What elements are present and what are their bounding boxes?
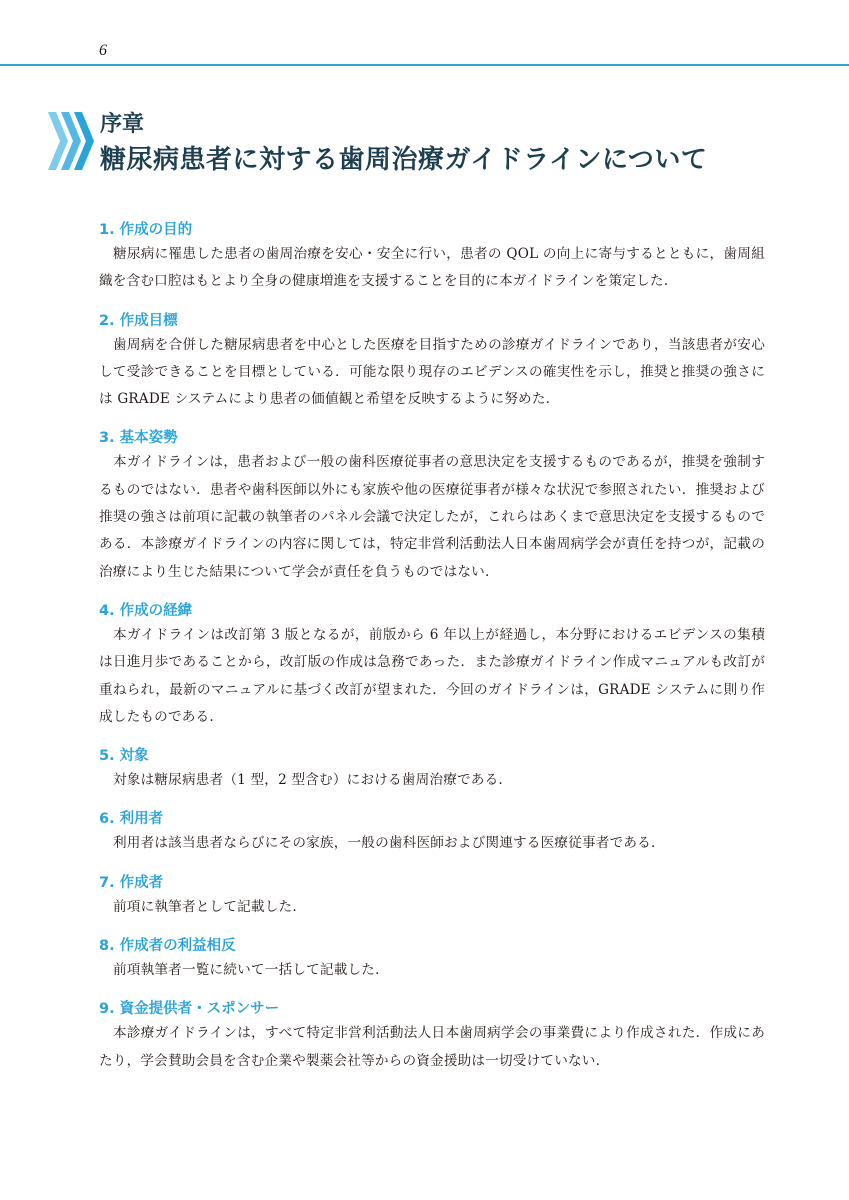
- section-body: 対象は糖尿病患者（1 型，2 型含む）における歯周治療である.: [113, 772, 503, 789]
- section-body: 糖尿病に罹患した患者の歯周治療を安心・安全に行い，患者の QOL の向上に寄与するとともに，歯周組織を含む口腔はもとより全身の健康増進を支援することを目的に本ガイドラインを策定した.: [99, 246, 765, 290]
- section-body: 前項執筆者一覧に続いて一括して記載した.: [113, 962, 380, 979]
- section-body: 本診療ガイドラインは，すべて特定非営利活動法人日本歯周病学会の事業費により作成された．作成にあたり，学会賛助会員を含む企業や製薬会社等からの資金援助は一切受けていない.: [99, 1025, 765, 1069]
- section-heading: 5. 対象: [99, 748, 149, 765]
- section-body: 前項に執筆者として記載した.: [113, 898, 297, 915]
- section-history: [99, 602, 765, 731]
- section-body: 本ガイドラインは改訂第 3 版となるが，前版から 6 年以上が経過し，本分野におけるエビデンスの集積は日進月歩であることから，改訂版の作成は急務であった．また診療ガイドライン作成マニュアルも改訂が重ねられ，最新のマニュアルに基づく改訂が望まれた．今回のガイドラインは，GRADE システムに則り作成したものである.: [99, 626, 765, 725]
- section-heading: 9. 資金提供者・スポンサー: [99, 1001, 280, 1018]
- chapter-title: 糖尿病患者に対する歯周治療ガイドラインについて: [100, 145, 708, 175]
- section-heading: 7. 作成者: [99, 874, 164, 891]
- section-heading: 1. 作成の目的: [99, 222, 193, 238]
- chapter-header: [100, 110, 707, 180]
- section-body: 歯周病を合併した糖尿病患者を中心とした医療を目指すための診療ガイドラインであり，当該患者が安心して受診できることを目標としている．可能な限り現存のエビデンスの確実性を示し，推奨と推奨の強さには GRADE システムにより患者の価値観と希望を反映するように努めた.: [99, 336, 765, 408]
- section-authors: [99, 874, 765, 921]
- section-heading: 4. 作成の経緯: [99, 602, 193, 619]
- section-body: 利用者は該当患者ならびにその家族，一般の歯科医師および関連する医療従事者である.: [113, 835, 656, 852]
- section-conflict-of-interest: [99, 937, 765, 984]
- section-funding: [99, 1000, 765, 1075]
- section-basic-stance: [99, 429, 765, 585]
- page-number: 6: [99, 42, 107, 59]
- header-rule: [0, 64, 849, 66]
- chapter-label: 序章: [100, 112, 145, 137]
- section-users: [99, 810, 765, 857]
- section-target: [99, 747, 765, 794]
- section-heading: 2. 作成目標: [99, 312, 178, 329]
- section-heading: 6. 利用者: [99, 811, 164, 828]
- section-body: 本ガイドラインは，患者および一般の歯科医療従事者の意思決定を支援するものであるが，推奨を強制するものではない．患者や歯科医師以外にも家族や他の医療従事者が様々な状況で参照されたい．推奨および推奨の強さは前項に記載の執筆者のパネル会議で決定したが，これらはあくまで意思決定を支援するものである．本診療ガイドラインの内容に関しては，特定非営利活動法人日本歯周病学会が責任を持つが，記載の治療により生じた結果について学会が責任を負うものではない.: [99, 454, 765, 580]
- section-heading: 8. 作成者の利益相反: [99, 938, 236, 955]
- triple-chevron-icon: [48, 112, 96, 170]
- section-purpose: [99, 221, 765, 296]
- document-body: [99, 221, 765, 1091]
- section-goal: [99, 312, 765, 414]
- section-heading: 3. 基本姿勢: [99, 430, 178, 447]
